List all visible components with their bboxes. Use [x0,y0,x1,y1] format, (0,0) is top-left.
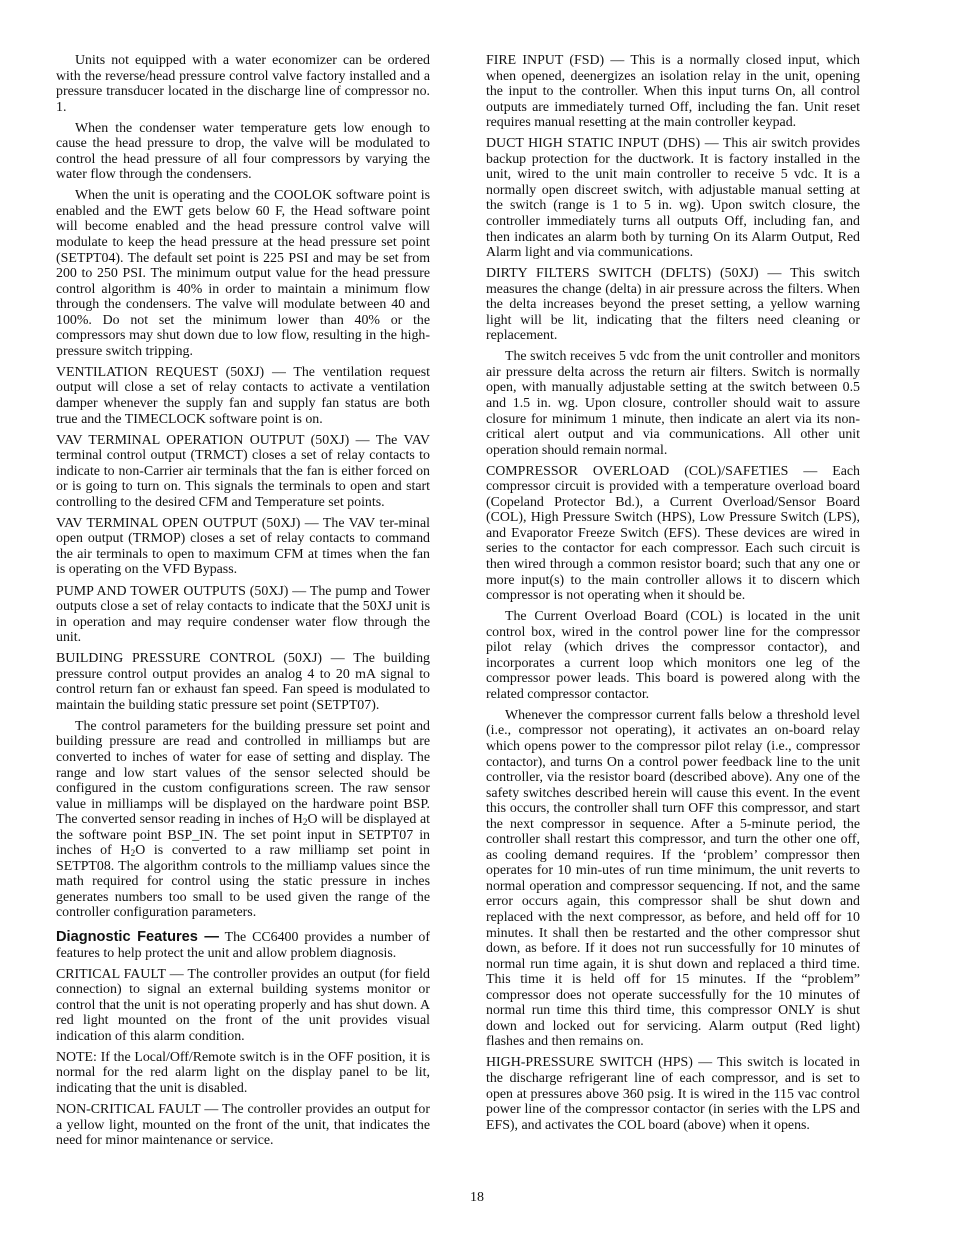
paragraph-economizer-option: Units not equipped with a water economizer can be ordered with the reverse/head pressure control valve factory installed and a pressure transducer located in the discharge line of compressor no. 1. [56,53,430,115]
left-column [56,53,430,1154]
paragraph-critical-fault: CRITICAL FAULT — The controller provides an output (for field connection) to signal an external building systems monitor or control that the unit is not operating properly and has shut down. A red light mounted on the front of the unit provides visual indication of this alarm condition. [56,966,430,1044]
text-run: O is converted to a raw milliamp set point in SETPT08. The algorithm controls to the milliamp values since the math required for control using the static pressure in inches generates numbers too small to be used given the range of the controller configuration parameters. [56,843,430,921]
paragraph-note-local-off-remote: NOTE: If the Local/Off/Remote switch is in the OFF position, it is normal for the red alarm light on the display panel to be lit, indicating that the unit is disabled. [56,1049,430,1096]
subscript: 2 [130,849,136,860]
paragraph-compressor-sequencing: Whenever the compressor current falls below a threshold level (i.e., compressor not operating), it activates an on-board relay which opens power to the compressor pilot relay (i.e., compressor contactor), and turns On a control power feedback line to the unit controller, via the resistor board (described above). Any one of the safety switches described herein will cause this event. In the event this occurs, the controller shall turn OFF this compressor, and start the next compressor in sequence. After a 5-minute period, the controller shall restart this compressor, and turn the other one off, as cooling demand requires. If the ‘problem’ compressor then operates for 10 min-utes of run time minimum, the unit reverts to normal operation and compressor sequencing. If not, and the same error occurs again, this compressor shall be shut down and replaced with the next compressor, as before, and held off for 10 minutes. It shall then be restarted and the other compressor shut down, as before. If it does not run successfully for 10 minutes of normal run time again, it is shut down and replaced a third time. This time it is held off for 15 minutes. If the “problem” compressor does not operate successfully for the 10 minutes of normal run time this third time, this compressor ONLY is shut down and locked out for servicing. Alarm output (Red light) flashes and then remains on. [486,707,860,1050]
section-heading-diagnostic-features: Diagnostic Features — [56,928,219,945]
paragraph-high-pressure-switch: HIGH-PRESSURE SWITCH (HPS) — This switch is located in the discharge refrigerant line of each compressor, and is set to open at pressures above 360 psig. It is wired in the 115 vac control power line of the compressor contactor (in series with the LPS and EFS), and activates the COL board (above) when it opens. [486,1055,860,1133]
paragraph-vav-terminal-open: VAV TERMINAL OPEN OUTPUT (50XJ) — The VAV ter-minal open output (TRMOP) closes a set of relay contacts to command the air terminals to open to maximum CFM at times when the fan is operating on the VFD Bypass. [56,515,430,578]
right-column [486,53,860,1139]
paragraph-dirty-filters-switch: DIRTY FILTERS SWITCH (DFLTS) (50XJ) — This switch measures the change (delta) in air pressure across the filters. When the delta increases beyond the preset setting, a yellow warning light will be lit, indicating that the filters need cleaning or replacement. [486,266,860,344]
text-run: O will be displayed at the software point BSP_IN. The set point input in SETPT07 in inches of H [56,812,430,859]
text-run: The CC6400 provides a number of features to help protect the unit and allow problem diagnosis. [56,929,431,961]
subscript: 2 [302,818,308,829]
paragraph-pump-tower-outputs: PUMP AND TOWER OUTPUTS (50XJ) — The pump and Tower outputs close a set of relay contacts to indicate that the 50XJ unit is in operation and may require condenser water flow through the unit. [56,583,430,646]
paragraph-filter-switch-operation: The switch receives 5 vdc from the unit controller and monitors air pressure delta across the return air filters. Switch is normally open, with manually adjustable setting at the switch between 0.5 and 1.5 in. wg. Upon closure, controller should wait to assure closure for minimum 1 minute, then indicate an alert via its non-critical alert output and via communications. All other unit operation should remain normal. [486,349,860,458]
page-number: 18 [470,1190,484,1205]
paragraph-diagnostic-features [56,930,430,961]
paragraph-head-pressure-control: When the unit is operating and the COOLOK software point is enabled and the EWT gets below 60 F, the Head software point will become enabled and the head pressure control valve will modulate to keep the head pressure at the head pressure set point (SETPT04). The default set point is 225 PSI and may be set from 200 to 250 PSI. The minimum output value for the head pressure control algorithm is 40% in order to maintain a minimum flow through the condensers. The valve will modulate between 40 and 100%. Do not set the minimum lower than 40% or the compressors may shut down due to low flow, resulting in the high-pressure switch tripping. [56,188,430,359]
paragraph-current-overload-board: The Current Overload Board (COL) is located in the unit control box, wired in the control power line for the compressor pilot relay (which drives the compressor contactor), and incorporates a current loop which monitors one leg of the compressor power leads. This board is powered along with the related compressor contactor. [486,609,860,702]
paragraph-control-parameters [56,719,430,921]
paragraph-duct-high-static: DUCT HIGH STATIC INPUT (DHS) — This air switch provides backup protection for the ductwork. It is factory installed in the unit, wired to the unit main controller to receive 5 vdc. It is a normally open discreet switch, with adjustable manual setting at the switch (range is 1 to 5 in. wg). Upon switch closure, the controller immediately turns all outputs Off, including fan, and then indicates an alarm both by turning On its Alarm Output, Red Alarm light and via communications. [486,136,860,261]
text-run: The control parameters for the building pressure set point and building pressure are read and controlled in milliamps but are converted to inches of water for ease of setting and display. The range and low start values of the sensor selected should be configured in the custom configurations screen. The raw sensor value in milliamps will be displayed on the hardware point BSP. The converted sensor reading in inches of H [56,718,430,828]
paragraph-condenser-water-temp: When the condenser water temperature gets low enough to cause the head pressure to drop, the valve will be modulated to control the head pressure of all four compressors by varying the water flow through the condensers. [56,120,430,183]
paragraph-fire-input: FIRE INPUT (FSD) — This is a normally closed input, which when opened, deenergizes an isolation relay in the unit, opening the input to the controller. When this input turns On, all control outputs are immediately turned Off, including the fan. Unit reset requires manual resetting at the main controller keypad. [486,53,860,131]
paragraph-vav-terminal-operation: VAV TERMINAL OPERATION OUTPUT (50XJ) — The VAV terminal control output (TRMCT) closes a set of relay contacts to indicate to non-Carrier air terminals that the fan is either forced on or is going to turn on. This signals the terminals to open and start controlling to the desired CFM and Temperature set points. [56,432,430,510]
paragraph-compressor-overload: COMPRESSOR OVERLOAD (COL)/SAFETIES — Each compressor circuit is provided with a temperature overload board (Copeland Protector Bd.), a Current Overload/Sensor Board (COL), High Pressure Switch (HPS), Low Pressure Switch (LPS), and Evaporator Freeze Switch (EFS). These devices are wired in series to the contactor for each compressor. Each such circuit is then wired through a common resistor board; such that any one or more input(s) to the main controller allows it to discern which compressor is not operating when it should be. [486,463,860,604]
paragraph-building-pressure-control: BUILDING PRESSURE CONTROL (50XJ) — The building pressure control output provides an analog 4 to 20 mA signal to control return fan or exhaust fan speed. Fan speed is modulated to maintain the building static pressure set point (SETPT07). [56,651,430,713]
paragraph-ventilation-request: VENTILATION REQUEST (50XJ) — The ventilation request output will close a set of relay contacts to activate a ventilation damper whenever the supply fan and supply fan status are both true and the TIMECLOCK software point is on. [56,364,430,427]
paragraph-non-critical-fault: NON-CRITICAL FAULT — The controller provides an output for a yellow light, mounted on the front of the unit, that indicates the need for minor maintenance or service. [56,1101,430,1149]
